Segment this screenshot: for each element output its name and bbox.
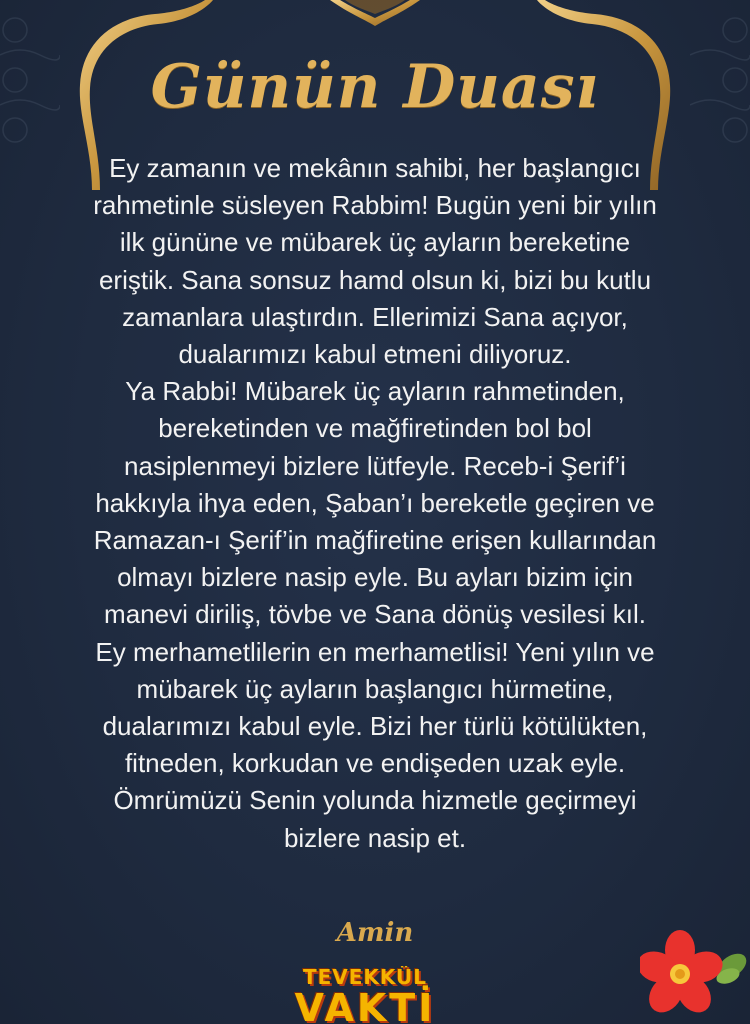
prayer-text [40,150,710,857]
prayer-line: Ey zamanın ve mekânın sahibi, her başlangıcı [109,153,641,183]
brand-logo [290,966,440,1024]
prayer-line: zamanlara ulaştırdın. Ellerimizi Sana açıyor, [122,301,628,332]
prayer-line: fitneden, korkudan ve endişeden uzak eyle. [124,748,626,779]
prayer-line: ilk gününe ve mübarek üç ayların bereketine [119,227,631,258]
closing-amin: Amin [336,918,414,948]
prayer-line: hakkıyla ihya eden, Şaban’ı bereketle geçiren ve [95,487,655,518]
red-flower-icon [640,928,750,1024]
prayer-line: mübarek üç ayların başlangıcı hürmetine, [136,673,614,704]
prayer-line: nasiplenmeyi bizlere lütfeyle. Receb-i Şerif’i [124,450,626,481]
prayer-line: Ramazan-ı Şerif’in mağfiretine erişen kullarından [93,525,657,556]
prayer-line: olmayı bizlere nasip eyle. Bu ayları bizim için [117,562,633,593]
prayer-line: rahmetinle süsleyen Rabbim! Bugün yeni bir yılın [93,190,657,221]
prayer-line: Ya Rabbi! Mübarek üç ayların rahmetinden, [125,376,625,407]
prayer-line: Ömrümüzü Senin yolunda hizmetle geçirmeyi [113,785,637,816]
logo-text-bottom: VAKTİ [294,986,436,1024]
prayer-line: Ey merhametlilerin en merhametlisi! Yeni yılın ve [95,636,655,667]
prayer-line: bizlere nasip et. [283,822,467,853]
prayer-line: bereketinden ve mağfiretinden bol bol [158,413,592,444]
prayer-line: eriştik. Sana sonsuz hamd olsun ki, bizi bu kutlu [98,264,652,295]
prayer-line: manevi diriliş, tövbe ve Sana dönüş vesilesi kıl. [104,599,646,630]
prayer-line: dualarımızı kabul eyle. Bizi her türlü kötülükten, [102,711,648,742]
prayer-line: dualarımızı kabul etmeni diliyoruz. [178,339,572,370]
logo-text-top: TEVEKKÜL [302,966,428,989]
page-title: Günün Duası [150,52,600,122]
